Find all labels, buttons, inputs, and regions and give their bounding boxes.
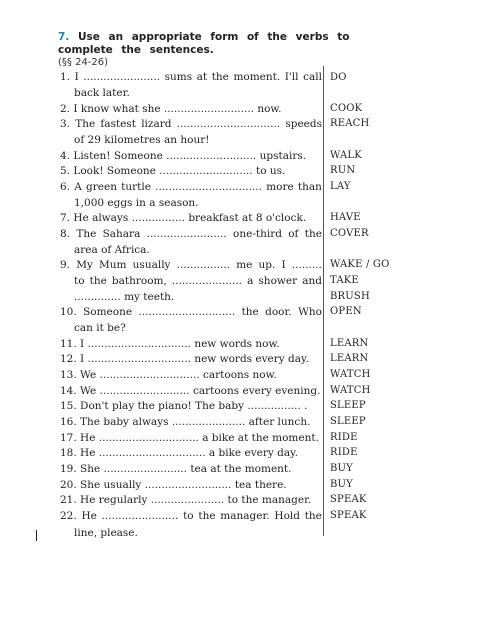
sentence-line: 10. Someone ............................. the door. Who	[60, 306, 322, 318]
sentence-line: 18. He ................................ a bike every day.	[60, 447, 298, 459]
sentence-line: 22. He ....................... to the manager. Hold the	[60, 510, 322, 522]
sentence-line: 9. My Mum usually ................ me up. I .........	[60, 259, 322, 271]
sentence-line: 12. I ............................... new words every day.	[60, 353, 309, 365]
verb-hint: LAY	[330, 181, 351, 192]
sentence-line: back later.	[74, 87, 130, 99]
verb-hint: WATCH	[330, 369, 371, 380]
sentence-line: 1. I ....................... sums at the moment. I'll call	[60, 71, 322, 83]
sentence-line: 19. She ......................... tea at the moment.	[60, 463, 292, 475]
verb-hint: SLEEP	[330, 400, 366, 411]
verb-hint: LEARN	[330, 338, 369, 349]
sentence-line: 11. I ............................... new words now.	[60, 338, 280, 350]
sentence-line: 13. We .............................. cartoons now.	[60, 369, 277, 381]
sentence-line: 3. The fastest lizard ............................... speeds	[60, 118, 322, 130]
verb-hint: WATCH	[330, 385, 371, 396]
verb-hint: DO	[330, 72, 347, 83]
exercise-instruction: Use an appropriate form of the verbs to complete the sentences.	[58, 31, 350, 56]
verb-hint: LEARN	[330, 353, 369, 364]
verb-hint: COOK	[330, 103, 363, 114]
verb-hint: BUY	[330, 479, 353, 490]
sentence-line: 15. Don't play the piano! The baby ................ .	[60, 400, 308, 412]
sentence-line: 14. We ........................... cartoons every evening.	[60, 385, 321, 397]
sentence-line: to the bathroom, ..................... a shower and	[74, 275, 322, 287]
sentence-line: .............. my teeth.	[74, 291, 175, 303]
sentence-line: 5. Look! Someone ............................ to us.	[60, 165, 286, 177]
sentence-line: 8. The Sahara ........................ one-third of the	[60, 228, 322, 240]
sentence-line: 16. The baby always ...................... after lunch.	[60, 416, 311, 428]
verb-hint: SLEEP	[330, 416, 366, 427]
sentence-line: of 29 kilometres an hour!	[74, 134, 210, 146]
sentence-line: line, please.	[74, 527, 138, 539]
sentence-line: 7. He always ................ breakfast at 8 o'clock.	[60, 212, 307, 224]
verb-hint: OPEN	[330, 306, 362, 317]
sentence-line: 20. She usually .......................... tea there.	[60, 479, 287, 491]
column-divider	[323, 66, 324, 536]
verb-hint: REACH	[330, 118, 370, 129]
sentence-line: 1,000 eggs in a season.	[74, 197, 199, 209]
sentence-line: 2. I know what she ........................... now.	[60, 103, 282, 115]
verb-hint: TAKE	[330, 275, 359, 286]
verb-hint: HAVE	[330, 212, 361, 223]
verb-hint: RUN	[330, 165, 356, 176]
sentence-line: area of Africa.	[74, 244, 150, 256]
verb-hint: RIDE	[330, 447, 358, 458]
exercise-number: 7.	[58, 31, 70, 43]
verb-hint: SPEAK	[330, 494, 367, 505]
verb-hint: COVER	[330, 228, 369, 239]
exercise-heading	[58, 31, 403, 57]
sentence-line: 17. He .............................. a bike at the moment.	[60, 432, 319, 444]
sentence-line: 4. Listen! Someone ........................... upstairs.	[60, 150, 307, 162]
verb-hint: WAKE / GO	[330, 259, 390, 270]
verb-hint: RIDE	[330, 432, 358, 443]
verb-hint: BRUSH	[330, 291, 370, 302]
grammar-reference: (§§ 24-26)	[58, 57, 109, 68]
verb-hint: SPEAK	[330, 510, 367, 521]
text-cursor	[36, 530, 37, 541]
verb-hint: WALK	[330, 150, 362, 161]
sentence-line: can it be?	[74, 322, 126, 334]
sentence-line: 21. He regularly ...................... to the manager.	[60, 494, 312, 506]
sentence-line: 6. A green turtle ................................ more than	[60, 181, 322, 193]
verb-hint: BUY	[330, 463, 353, 474]
